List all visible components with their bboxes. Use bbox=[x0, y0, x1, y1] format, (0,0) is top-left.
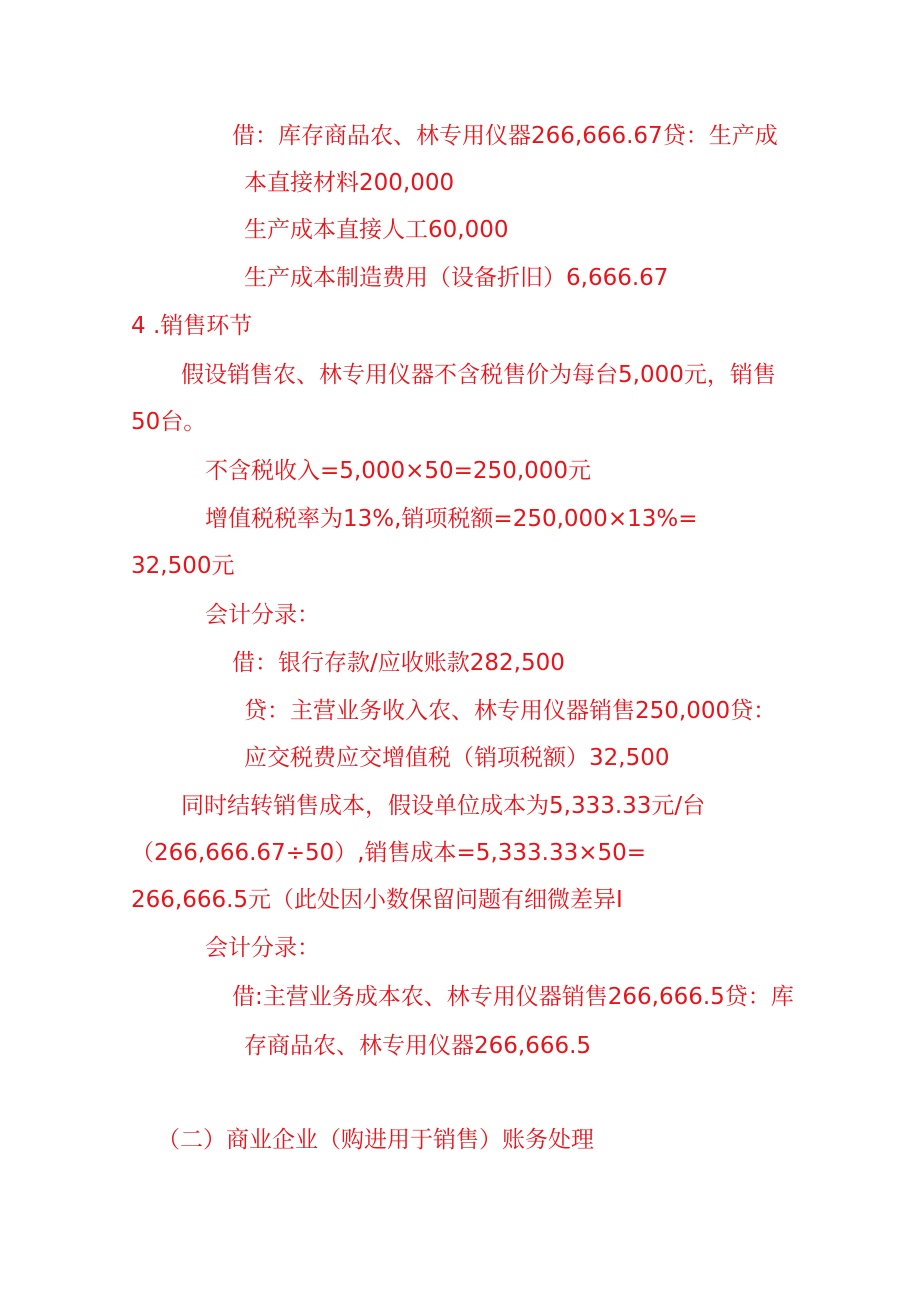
formula-vat-result: 32,500元 bbox=[131, 553, 235, 579]
formula-cost: （266,666.67÷50）,销售成本=5,333.33×50= bbox=[131, 840, 647, 866]
entry-credit-overhead: 生产成本制造费用（设备折旧）6,666.67 bbox=[244, 265, 669, 291]
label-journal-entry-2: 会计分录： bbox=[205, 935, 320, 961]
entry-debit-bank: 借：银行存款/应收账款282,500 bbox=[232, 650, 565, 676]
entry-credit-materials: 本直接材料200,000 bbox=[244, 170, 455, 196]
section-heading-commercial: （二）商业企业（购进用于销售）账务处理 bbox=[157, 1127, 594, 1153]
entry-credit-labor: 生产成本直接人工60,000 bbox=[244, 217, 509, 243]
formula-cost-result: 266,666.5元（此处因小数保留问题有细微差异I bbox=[131, 887, 623, 913]
paragraph-sales-assumption: 假设销售农、林专用仪器不含税售价为每台5,000元，销售 bbox=[181, 362, 776, 388]
entry-debit-cost: 借:主营业务成本农、林专用仪器销售266,666.5贷：库 bbox=[232, 984, 794, 1010]
entry-credit-tax: 应交税费应交增值税（销项税额）32,500 bbox=[244, 745, 670, 771]
paragraph-sales-assumption-cont: 50台。 bbox=[131, 409, 207, 435]
formula-revenue: 不含税收入=5,000×50=250,000元 bbox=[205, 458, 592, 484]
entry-debit-inventory: 借：库存商品农、林专用仪器266,666.67贷：生产成 bbox=[232, 123, 778, 149]
entry-credit-revenue: 贷：主营业务收入农、林专用仪器销售250,000贷： bbox=[244, 698, 777, 724]
label-journal-entry: 会计分录： bbox=[205, 602, 320, 628]
section-heading-sales: 4 .销售环节 bbox=[131, 313, 253, 339]
formula-vat: 增值税税率为13%,销项税额=250,000×13%= bbox=[205, 506, 698, 532]
paragraph-cost-transfer: 同时结转销售成本，假设单位成本为5,333.33元/台 bbox=[181, 793, 706, 819]
entry-credit-inventory: 存商品农、林专用仪器266,666.5 bbox=[244, 1033, 592, 1059]
